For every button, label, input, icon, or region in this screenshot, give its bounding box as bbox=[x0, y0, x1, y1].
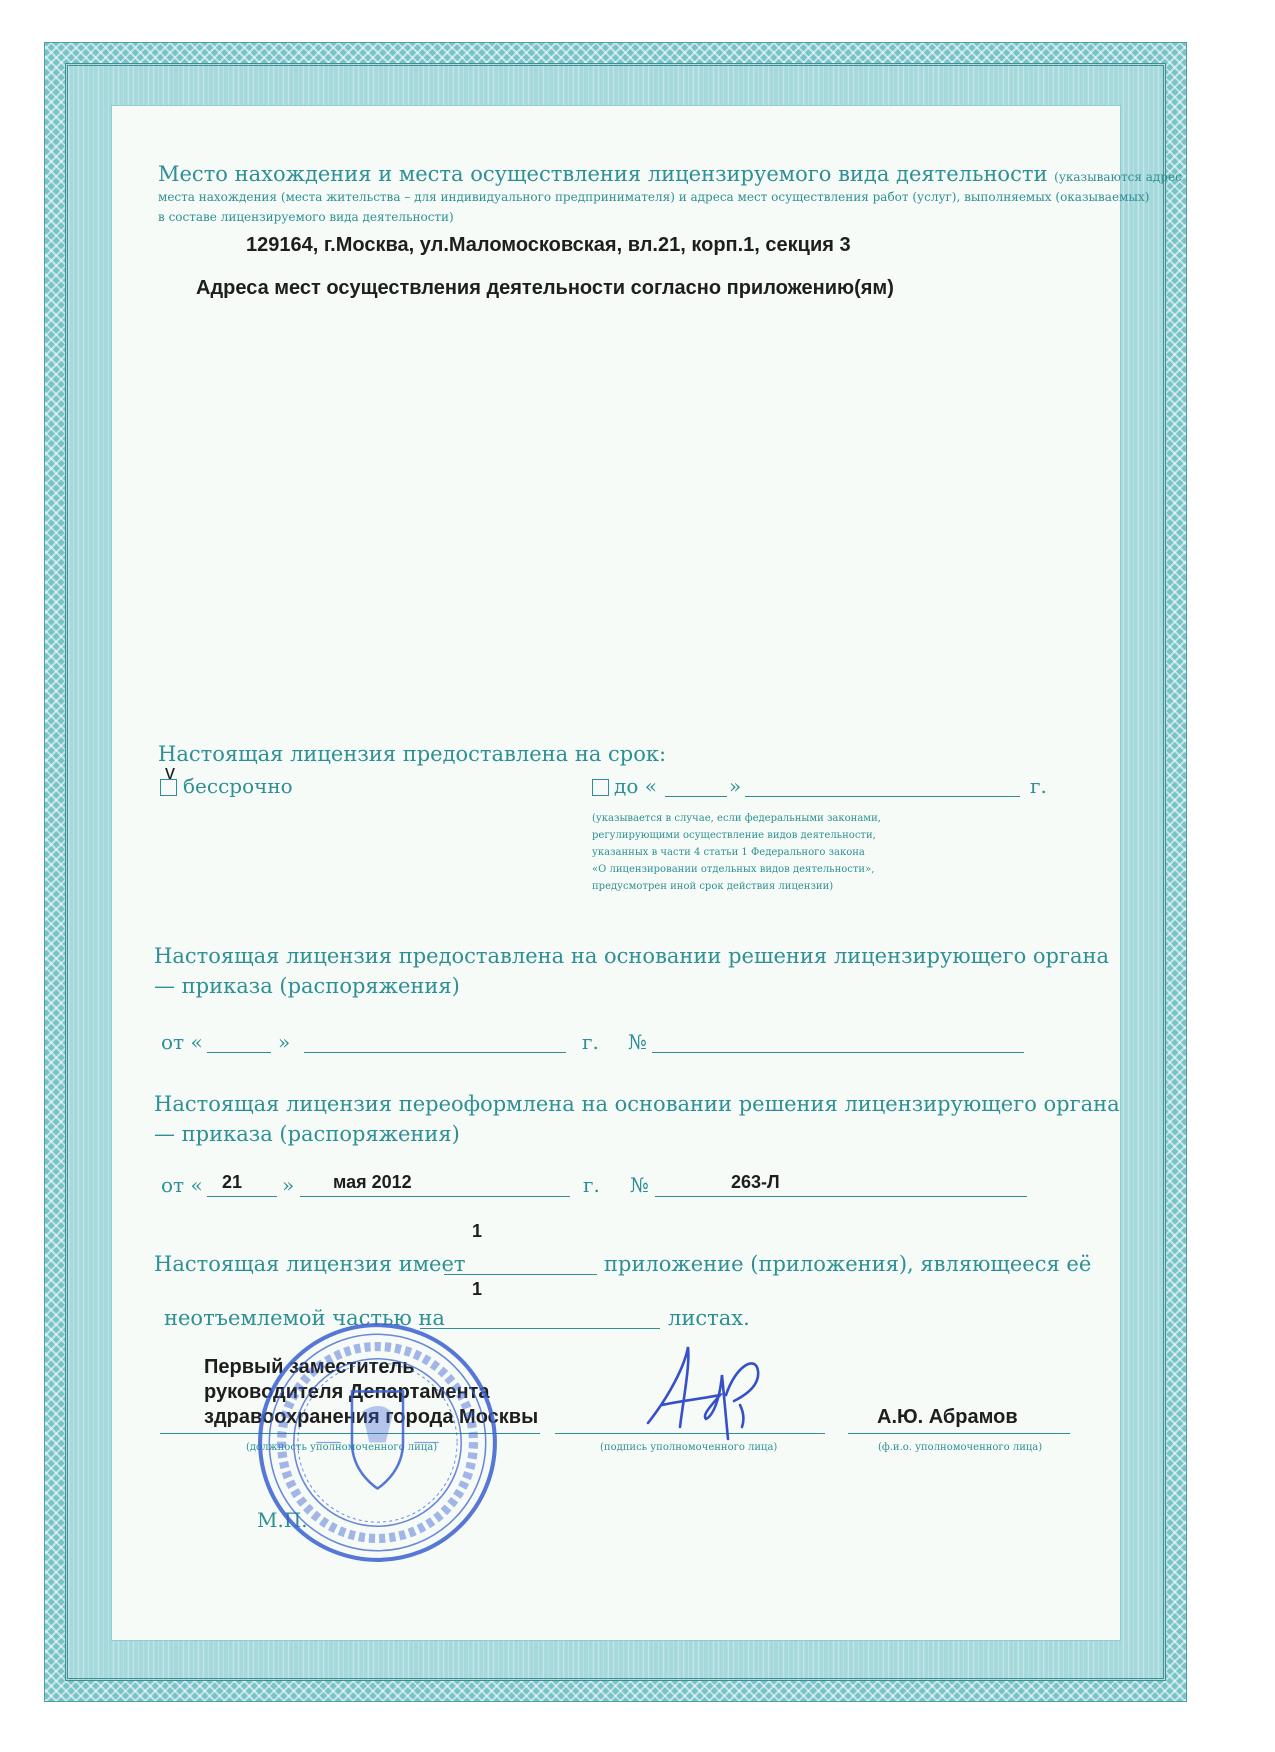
term-note-line: регулирующими осуществление видов деятельности, bbox=[592, 830, 876, 841]
term-note bbox=[592, 810, 881, 895]
reissue-line-1: Настоящая лицензия переоформлена на основании решения лицензирующего органа bbox=[154, 1092, 1120, 1116]
grant-line-1: Настоящая лицензия предоставлена на основании решения лицензирующего органа bbox=[154, 944, 1110, 968]
reissue-day-line bbox=[207, 1196, 277, 1197]
appendix-line-2b: листах. bbox=[668, 1306, 750, 1330]
reissue-number: 263-Л bbox=[731, 1172, 780, 1192]
handwritten-signature bbox=[640, 1335, 780, 1455]
appendix-count-line bbox=[444, 1274, 597, 1275]
grant-year: г. bbox=[582, 1030, 599, 1054]
position-line: Первый заместитель bbox=[204, 1356, 415, 1378]
official-round-seal bbox=[255, 1320, 500, 1565]
reissue-number-line bbox=[655, 1196, 1027, 1197]
address-note: Адреса мест осуществления деятельности согласно приложению(ям) bbox=[196, 277, 894, 299]
term-note-line: предусмотрен иной срок действия лицензии) bbox=[592, 881, 834, 892]
term-note-line: «О лицензировании отдельных видов деятельности», bbox=[592, 864, 875, 875]
appendix-line-2a: неотъемлемой частью на bbox=[164, 1306, 445, 1330]
until-label: до « bbox=[614, 774, 657, 798]
term-note-line: указанных в части 4 статьи 1 Федерального закона bbox=[592, 847, 865, 858]
reissue-number-sign: № bbox=[630, 1173, 649, 1197]
check-mark: v bbox=[165, 762, 175, 784]
header-title: Место нахождения и места осуществления лицензируемого вида деятельности bbox=[158, 162, 1048, 186]
unlimited-label: бессрочно bbox=[183, 774, 293, 798]
license-address: 129164, г.Москва, ул.Маломосковская, вл.21, корп.1, секция 3 bbox=[246, 234, 851, 256]
grant-close-quote: » bbox=[278, 1030, 291, 1054]
until-date-line bbox=[745, 796, 1020, 797]
reissue-date-line bbox=[300, 1196, 570, 1197]
header-line-3: в составе лицензируемого вида деятельности) bbox=[158, 210, 454, 224]
until-close-quote: » bbox=[729, 774, 742, 798]
appendix-line-1a: Настоящая лицензия имеет bbox=[154, 1252, 466, 1276]
grant-number-sign: № bbox=[628, 1030, 647, 1054]
position-line: руководителя Департамента bbox=[204, 1381, 490, 1403]
caption-position: (должность уполномоченного лица) bbox=[246, 1442, 438, 1453]
grant-number-line bbox=[652, 1052, 1024, 1053]
header-note: (указываются адрес bbox=[1054, 170, 1182, 184]
grant-date-line bbox=[304, 1052, 566, 1053]
reissue-line-2: — приказа (распоряжения) bbox=[154, 1122, 460, 1146]
term-note-line: (указывается в случае, если федеральными законами, bbox=[592, 813, 881, 824]
appendix-sheets: 1 bbox=[472, 1279, 483, 1299]
reissue-year: г. bbox=[583, 1173, 600, 1197]
grant-line-2: — приказа (распоряжения) bbox=[154, 974, 460, 998]
appendix-count: 1 bbox=[472, 1221, 483, 1241]
grant-from: от « bbox=[161, 1030, 203, 1054]
until-year-suffix: г. bbox=[1030, 774, 1047, 798]
appendix-line-1b: приложение (приложения), являющееся её bbox=[604, 1252, 1092, 1276]
header-line-1 bbox=[158, 162, 1182, 186]
caption-signature: (подпись уполномоченного лица) bbox=[600, 1442, 778, 1453]
reissue-close-quote: » bbox=[282, 1173, 295, 1197]
grant-day-line bbox=[207, 1052, 271, 1053]
reissue-month-year: мая 2012 bbox=[333, 1172, 412, 1192]
term-heading: Настоящая лицензия предоставлена на срок: bbox=[158, 742, 667, 766]
name-line-rule bbox=[848, 1433, 1070, 1434]
caption-name: (ф.и.о. уполномоченного лица) bbox=[878, 1442, 1043, 1453]
position-line: здравоохранения города Москвы bbox=[204, 1406, 539, 1428]
header-line-2: места нахождения (места жительства – для индивидуального предпринимателя) и адреса мест осуществления работ (услуг), выполняемых (оказываемых) bbox=[158, 190, 1150, 204]
reissue-from: от « bbox=[161, 1173, 203, 1197]
signatory-name: А.Ю. Абрамов bbox=[877, 1406, 1018, 1428]
until-day-line bbox=[665, 796, 727, 797]
reissue-day: 21 bbox=[222, 1172, 243, 1192]
stamp-place-label: М.П. bbox=[257, 1508, 308, 1532]
until-checkbox bbox=[592, 779, 609, 796]
